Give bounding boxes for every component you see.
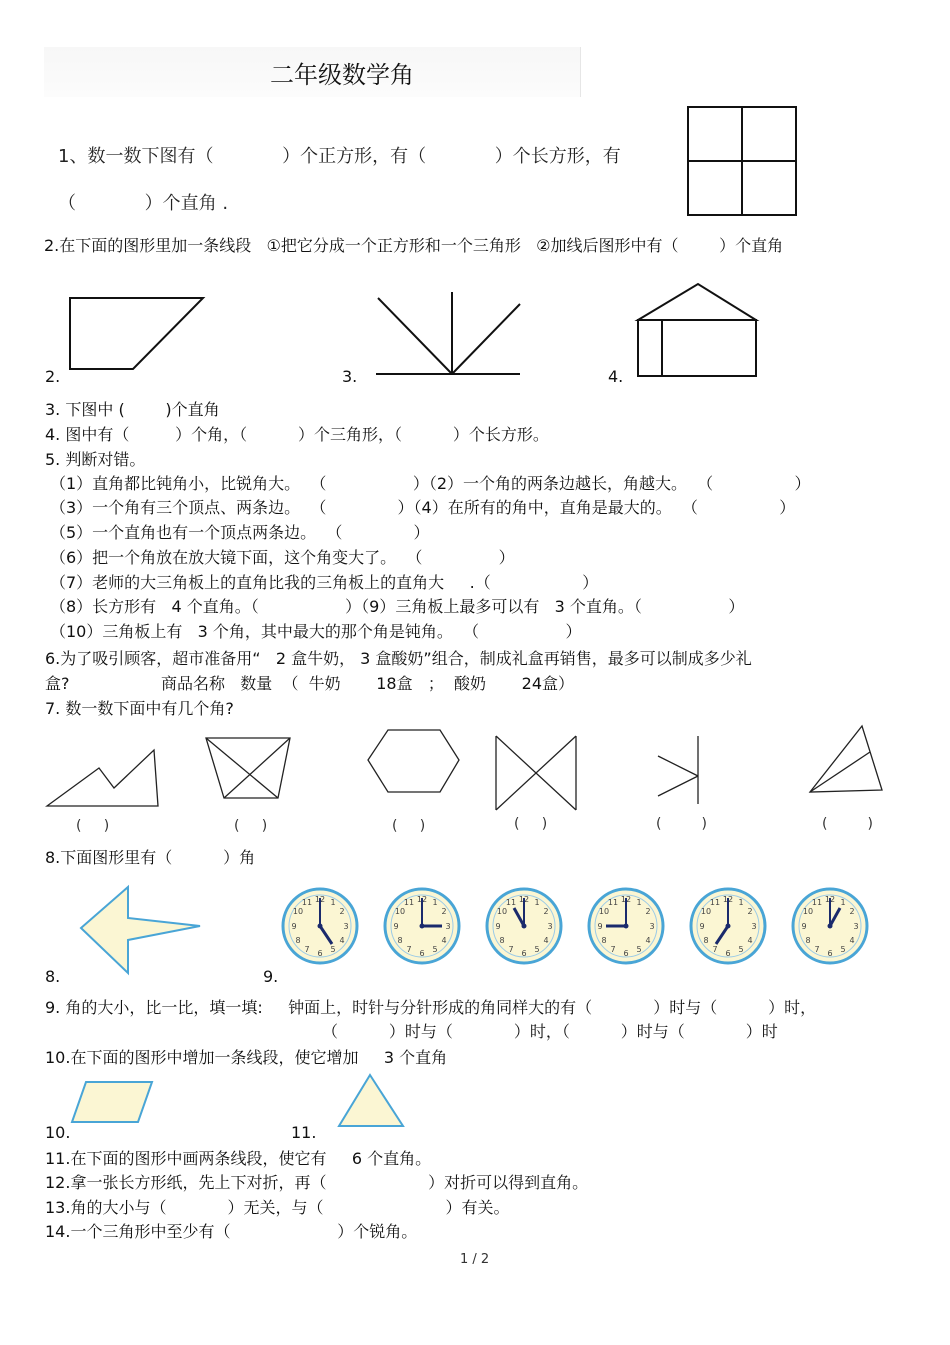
question-9-line-1: 9. 角的大小，比一比，填一填: 钟面上，时针与分针形成的角同样大的有（ ）时与（ ）时， [45,998,817,1017]
figure-label: 9. [263,967,279,986]
hexagon-shape [366,728,462,796]
figure-label: 10. [45,1123,71,1142]
judge-item: （1）直角都比钝角小，比锐角大。 （ ）（2）一个角的两条边越长，角越大。 （ ） [50,474,811,493]
triangle-shape [336,1072,406,1130]
figure-label: 2. [45,367,61,386]
four-squares-figure [687,106,797,216]
question-2: 2.在下面的图形里加一条线段 ①把它分成一个正方形和一个三角形 ②加线后图形中有（ ）个直角 [44,236,784,255]
parallelogram-shape [70,1080,156,1126]
judge-item: （10）三角板上有 3 个角，其中最大的那个角是钝角。 （ ） [50,622,582,641]
arrow-shape [78,884,204,976]
answer-paren: ( ) [656,816,707,832]
question-13: 13.角的大小与（ ）无关，与（ ）有关。 [45,1198,510,1217]
figure-label: 4. [608,367,624,386]
judge-item: （3）一个角有三个顶点、两条边。 （ ）（4）在所有的角中，直角是最大的。 （ ） [50,498,796,517]
question-1-line-2: （ ）个直角 . [58,193,229,214]
judge-item: （8）长方形有 4 个直角。（ ）（9）三角板上最多可以有 3 个直角。（ ） [50,597,745,616]
question-8: 8.下面图形里有（ ）角 [45,848,256,867]
question-7: 7. 数一数下面中有几个角? [45,699,234,718]
figure-label: 11. [291,1123,317,1142]
question-3: 3. 下图中 ( )个直角 [45,400,220,419]
question-9-line-2: （ ）时与（ ）时，（ ）时与（ ）时 [322,1022,778,1041]
answer-paren: ( ) [392,818,426,834]
question-6-line-2: 盒? 商品名称 数量 （ 牛奶 18盒 ； 酸奶 24盒） [45,674,574,693]
answer-paren: ( ) [234,818,268,834]
question-10: 10.在下面的图形中增加一条线段，使它增加 3 个直角 [45,1048,448,1067]
answer-paren: ( ) [822,816,873,832]
rays-figure [372,290,524,380]
question-4: 4. 图中有（ ）个角，（ ）个三角形，（ ）个长方形。 [45,425,549,444]
figure-label: 3. [342,367,358,386]
bowtie-shape [494,734,580,814]
question-14: 14.一个三角形中至少有（ ）个锐角。 [45,1222,418,1241]
answer-paren: ( ) [76,818,110,834]
question-1-line-1: 1、数一数下图有（ ）个正方形，有（ ）个长方形，有 [58,146,621,167]
zigzag-shape [44,744,162,810]
judge-item: （7）老师的大三角板上的直角比我的三角板上的直角大 .（ ） [50,573,599,592]
question-5: 5. 判断对错。 [45,450,146,469]
trapezoid-x-shape [204,736,294,802]
judge-item: （6）把一个角放在放大镜下面，这个角变大了。 （ ） [50,548,515,567]
page-title: 二年级数学角 [270,61,414,89]
question-12: 12.拿一张长方形纸，先上下对折，再（ ）对折可以得到直角。 [45,1173,589,1192]
triangle-split-shape [806,722,886,798]
clock-faces [280,886,870,970]
answer-paren: ( ) [514,816,548,832]
page-number: 1 / 2 [460,1252,490,1267]
judge-item: （5）一个直角也有一个顶点两条边。 （ ） [50,523,430,542]
house-figure [636,282,760,380]
question-6-line-1: 6.为了吸引顾客，超市准备用“ 2 盒牛奶， 3 盒酸奶”组合，制成礼盒再销售，最多可以制成多少礼 [45,649,752,668]
angle-line-shape [654,734,704,806]
trapezoid-figure [68,296,208,376]
figure-label: 8. [45,967,61,986]
question-11: 11.在下面的图形中画两条线段，使它有 6 个直角。 [45,1149,432,1168]
